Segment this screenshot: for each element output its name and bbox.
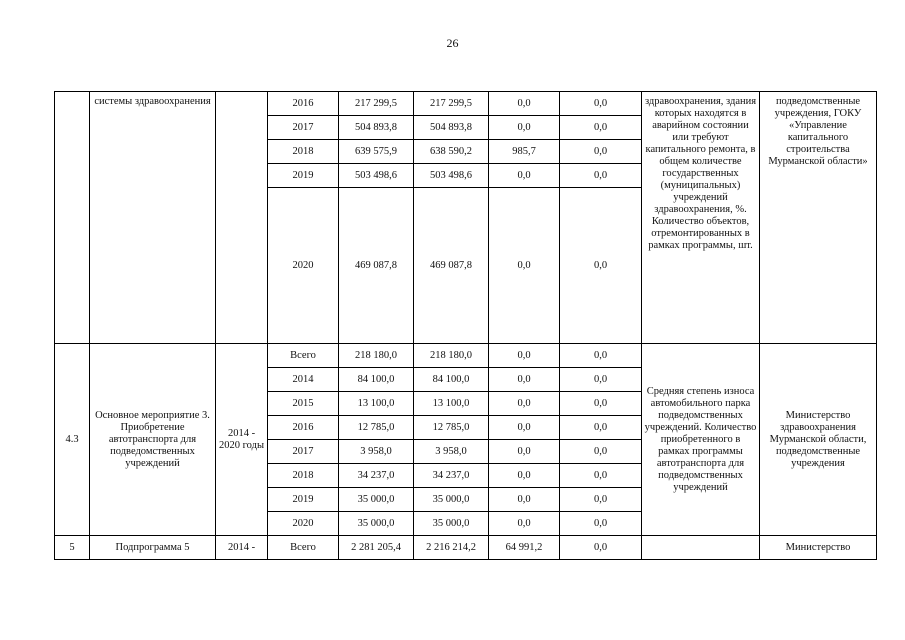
executor-cell: Министерство здравоохранения Мурманской области, подведомственные учреждения [760, 344, 877, 536]
year-cell: 2016 [268, 92, 339, 116]
table-row [55, 536, 877, 560]
regional-budget-cell: 84 100,0 [414, 368, 489, 392]
funding-table [54, 91, 877, 560]
federal-budget-cell: 0,0 [489, 464, 560, 488]
year-cell: 2020 [268, 512, 339, 536]
other-sources-cell: 0,0 [560, 392, 642, 416]
total-cell: 12 785,0 [339, 416, 414, 440]
period-cell [216, 92, 268, 344]
year-cell: 2014 [268, 368, 339, 392]
federal-budget-cell: 0,0 [489, 188, 560, 344]
total-cell: 2 281 205,4 [339, 536, 414, 560]
year-cell: 2020 [268, 188, 339, 344]
federal-budget-cell: 0,0 [489, 92, 560, 116]
regional-budget-cell: 2 216 214,2 [414, 536, 489, 560]
measure-name-cell: Подпрограмма 5 [90, 536, 216, 560]
federal-budget-cell: 0,0 [489, 440, 560, 464]
year-cell: 2019 [268, 164, 339, 188]
executor-cell: подведомственные учреждения, ГОКУ «Управление капитального строительства Мурманской области» [760, 92, 877, 344]
regional-budget-cell: 503 498,6 [414, 164, 489, 188]
other-sources-cell: 0,0 [560, 344, 642, 368]
federal-budget-cell: 0,0 [489, 416, 560, 440]
year-cell: 2018 [268, 464, 339, 488]
total-cell: 84 100,0 [339, 368, 414, 392]
federal-budget-cell: 985,7 [489, 140, 560, 164]
other-sources-cell: 0,0 [560, 368, 642, 392]
table-row [55, 92, 877, 116]
regional-budget-cell: 13 100,0 [414, 392, 489, 416]
total-cell: 218 180,0 [339, 344, 414, 368]
total-cell: 504 893,8 [339, 116, 414, 140]
total-cell: 217 299,5 [339, 92, 414, 116]
federal-budget-cell: 0,0 [489, 368, 560, 392]
other-sources-cell: 0,0 [560, 488, 642, 512]
federal-budget-cell: 0,0 [489, 512, 560, 536]
regional-budget-cell: 12 785,0 [414, 416, 489, 440]
regional-budget-cell: 218 180,0 [414, 344, 489, 368]
total-cell: 34 237,0 [339, 464, 414, 488]
total-cell: 639 575,9 [339, 140, 414, 164]
other-sources-cell: 0,0 [560, 440, 642, 464]
federal-budget-cell: 0,0 [489, 164, 560, 188]
federal-budget-cell: 0,0 [489, 488, 560, 512]
total-cell: 469 087,8 [339, 188, 414, 344]
total-cell: 35 000,0 [339, 488, 414, 512]
year-cell: 2015 [268, 392, 339, 416]
regional-budget-cell: 217 299,5 [414, 92, 489, 116]
total-cell: 13 100,0 [339, 392, 414, 416]
regional-budget-cell: 35 000,0 [414, 512, 489, 536]
year-cell: 2018 [268, 140, 339, 164]
other-sources-cell: 0,0 [560, 416, 642, 440]
other-sources-cell: 0,0 [560, 464, 642, 488]
other-sources-cell: 0,0 [560, 536, 642, 560]
regional-budget-cell: 638 590,2 [414, 140, 489, 164]
other-sources-cell: 0,0 [560, 140, 642, 164]
federal-budget-cell: 0,0 [489, 392, 560, 416]
regional-budget-cell: 3 958,0 [414, 440, 489, 464]
regional-budget-cell: 504 893,8 [414, 116, 489, 140]
total-cell: 3 958,0 [339, 440, 414, 464]
period-cell: 2014 - [216, 536, 268, 560]
federal-budget-cell: 0,0 [489, 344, 560, 368]
year-cell: 2017 [268, 440, 339, 464]
year-cell: 2016 [268, 416, 339, 440]
other-sources-cell: 0,0 [560, 164, 642, 188]
row-number-cell: 4.3 [55, 344, 90, 536]
year-cell: 2017 [268, 116, 339, 140]
total-cell: 35 000,0 [339, 512, 414, 536]
year-cell: Всего [268, 536, 339, 560]
year-cell: Всего [268, 344, 339, 368]
regional-budget-cell: 469 087,8 [414, 188, 489, 344]
other-sources-cell: 0,0 [560, 188, 642, 344]
executor-cell: Министерство [760, 536, 877, 560]
indicator-cell: Средняя степень износа автомобильного парка подведомственных учреждений. Количество приобретенного в рамках программы автотранспорта для подведомственных учреждений [642, 344, 760, 536]
regional-budget-cell: 35 000,0 [414, 488, 489, 512]
page-number: 26 [446, 36, 459, 50]
indicator-cell: здравоохранения, здания которых находятся в аварийном состоянии или требуют капитального ремонта, в общем количестве государственных (муниципальных) учреждений здравоохранения, %. Количество объектов, отремонтированных в рамках программы, шт. [642, 92, 760, 344]
federal-budget-cell: 64 991,2 [489, 536, 560, 560]
measure-name-cell: системы здравоохранения [90, 92, 216, 344]
other-sources-cell: 0,0 [560, 512, 642, 536]
measure-name-cell: Основное мероприятие 3. Приобретение автотранспорта для подведомственных учреждений [90, 344, 216, 536]
row-number-cell: 5 [55, 536, 90, 560]
table-row [55, 344, 877, 368]
regional-budget-cell: 34 237,0 [414, 464, 489, 488]
row-number-cell [55, 92, 90, 344]
federal-budget-cell: 0,0 [489, 116, 560, 140]
indicator-cell [642, 536, 760, 560]
period-cell: 2014 - 2020 годы [216, 344, 268, 536]
total-cell: 503 498,6 [339, 164, 414, 188]
other-sources-cell: 0,0 [560, 116, 642, 140]
other-sources-cell: 0,0 [560, 92, 642, 116]
year-cell: 2019 [268, 488, 339, 512]
